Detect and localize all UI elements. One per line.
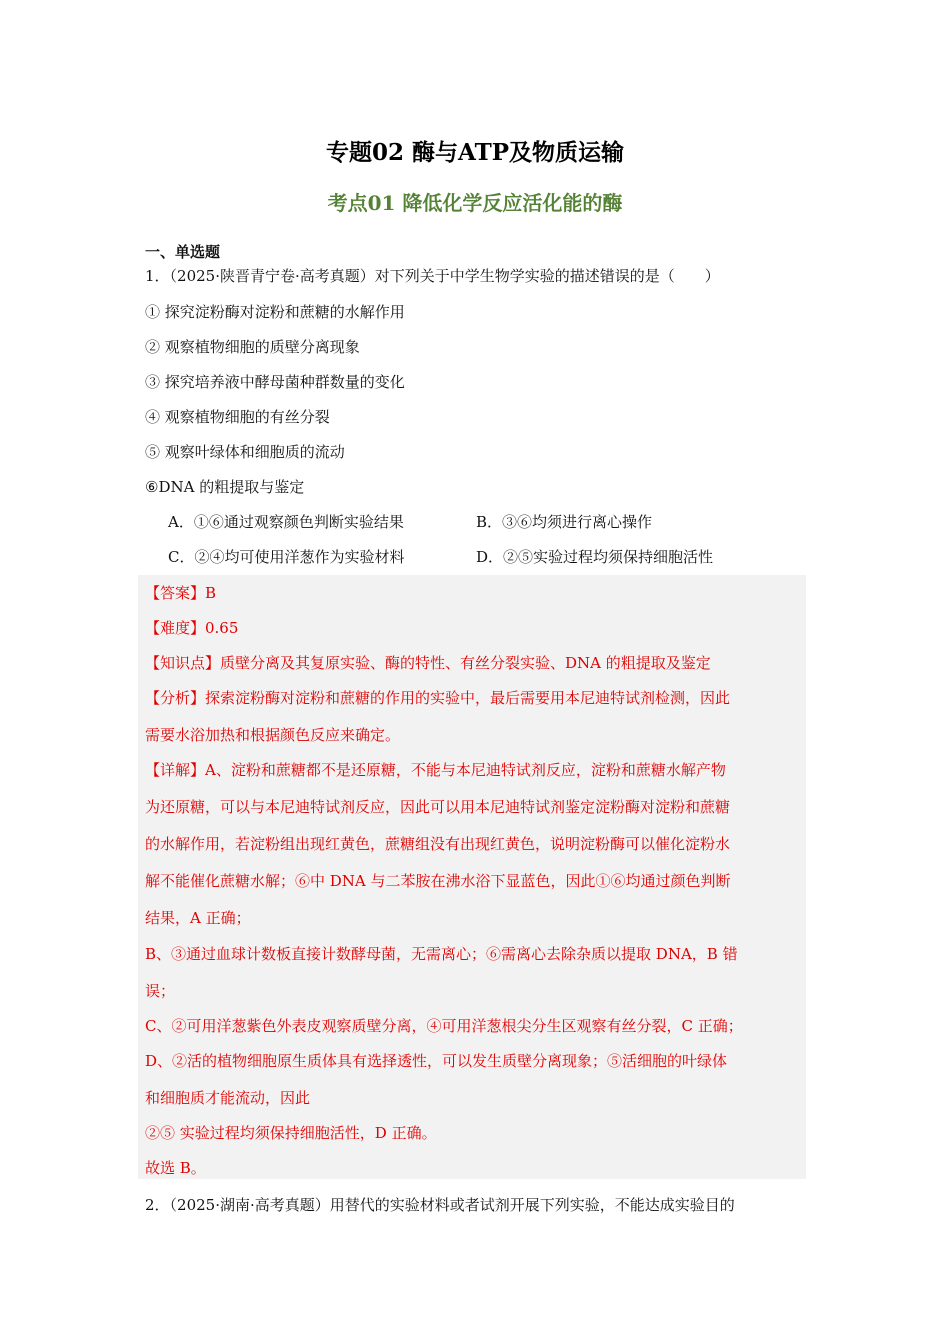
detail-line: 解不能催化蔗糖水解；⑥中 DNA 与二苯胺在沸水浴下显蓝色，因此①⑥均通过颜色判断	[145, 872, 731, 890]
detail-line: 和细胞质才能流动，因此	[145, 1089, 311, 1107]
page-subtitle: 考点01 降低化学反应活化能的酶	[327, 191, 623, 215]
detail-line: ②⑤ 实验过程均须保持细胞活性，D 正确。	[145, 1124, 437, 1142]
question-1-item: ⑤ 观察叶绿体和细胞质的流动	[145, 443, 345, 461]
option-a: A．①⑥通过观察颜色判断实验结果	[168, 513, 404, 531]
analysis-line: 【分析】探索淀粉酶对淀粉和蔗糖的作用的实验中，最后需要用本尼迪特试剂检测，因此	[145, 689, 731, 707]
question-1-item: ① 探究淀粉酶对淀粉和蔗糖的水解作用	[145, 303, 405, 321]
knowledge-point-line: 【知识点】质壁分离及其复原实验、酶的特性、有丝分裂实验、DNA 的粗提取及鉴定	[145, 654, 711, 672]
answer-line: 【答案】B	[145, 584, 217, 602]
detail-line: C、②可用洋葱紫色外表皮观察质壁分离，④可用洋葱根尖分生区观察有丝分裂，C 正确；	[145, 1017, 743, 1035]
question-1-item: ⑥DNA 的粗提取与鉴定	[145, 478, 305, 496]
analysis-line: 需要水浴加热和根据颜色反应来确定。	[145, 726, 401, 744]
question-2-stem: 2．（2025·湖南·高考真题）用替代的实验材料或者试剂开展下列实验，不能达成实验目的	[145, 1196, 735, 1214]
question-1-item: ② 观察植物细胞的质壁分离现象	[145, 338, 360, 356]
detail-line: D、②活的植物细胞原生质体具有选择透性，可以发生质壁分离现象；⑤活细胞的叶绿体	[145, 1052, 728, 1070]
detail-line: 的水解作用，若淀粉组出现红黄色，蔗糖组没有出现红黄色，说明淀粉酶可以催化淀粉水	[145, 835, 731, 853]
detail-line: 结果，A 正确；	[145, 909, 251, 927]
question-1-stem: 1．（2025·陕晋青宁卷·高考真题）对下列关于中学生物学实验的描述错误的是（ ）	[145, 267, 720, 285]
question-1-item: ③ 探究培养液中酵母菌种群数量的变化	[145, 373, 405, 391]
detail-line: B、③通过血球计数板直接计数酵母菌，无需离心；⑥需离心去除杂质以提取 DNA，B 错	[145, 945, 738, 963]
section-heading: 一、单选题	[145, 243, 221, 261]
detail-line: 为还原糖，可以与本尼迪特试剂反应，因此可以用本尼迪特试剂鉴定淀粉酶对淀粉和蔗糖	[145, 798, 731, 816]
conclusion-line: 故选 B。	[145, 1159, 206, 1177]
detail-line: 误；	[145, 982, 176, 1000]
option-d: D．②⑤实验过程均须保持细胞活性	[476, 548, 714, 566]
question-1-item: ④ 观察植物细胞的有丝分裂	[145, 408, 330, 426]
page-title: 专题02 酶与ATP及物质运输	[325, 139, 624, 166]
difficulty-line: 【难度】0.65	[145, 619, 239, 637]
option-b: B．③⑥均须进行离心操作	[476, 513, 653, 531]
detail-line: 【详解】A、淀粉和蔗糖都不是还原糖，不能与本尼迪特试剂反应，淀粉和蔗糖水解产物	[145, 761, 726, 779]
option-c: C．②④均可使用洋葱作为实验材料	[168, 548, 405, 566]
